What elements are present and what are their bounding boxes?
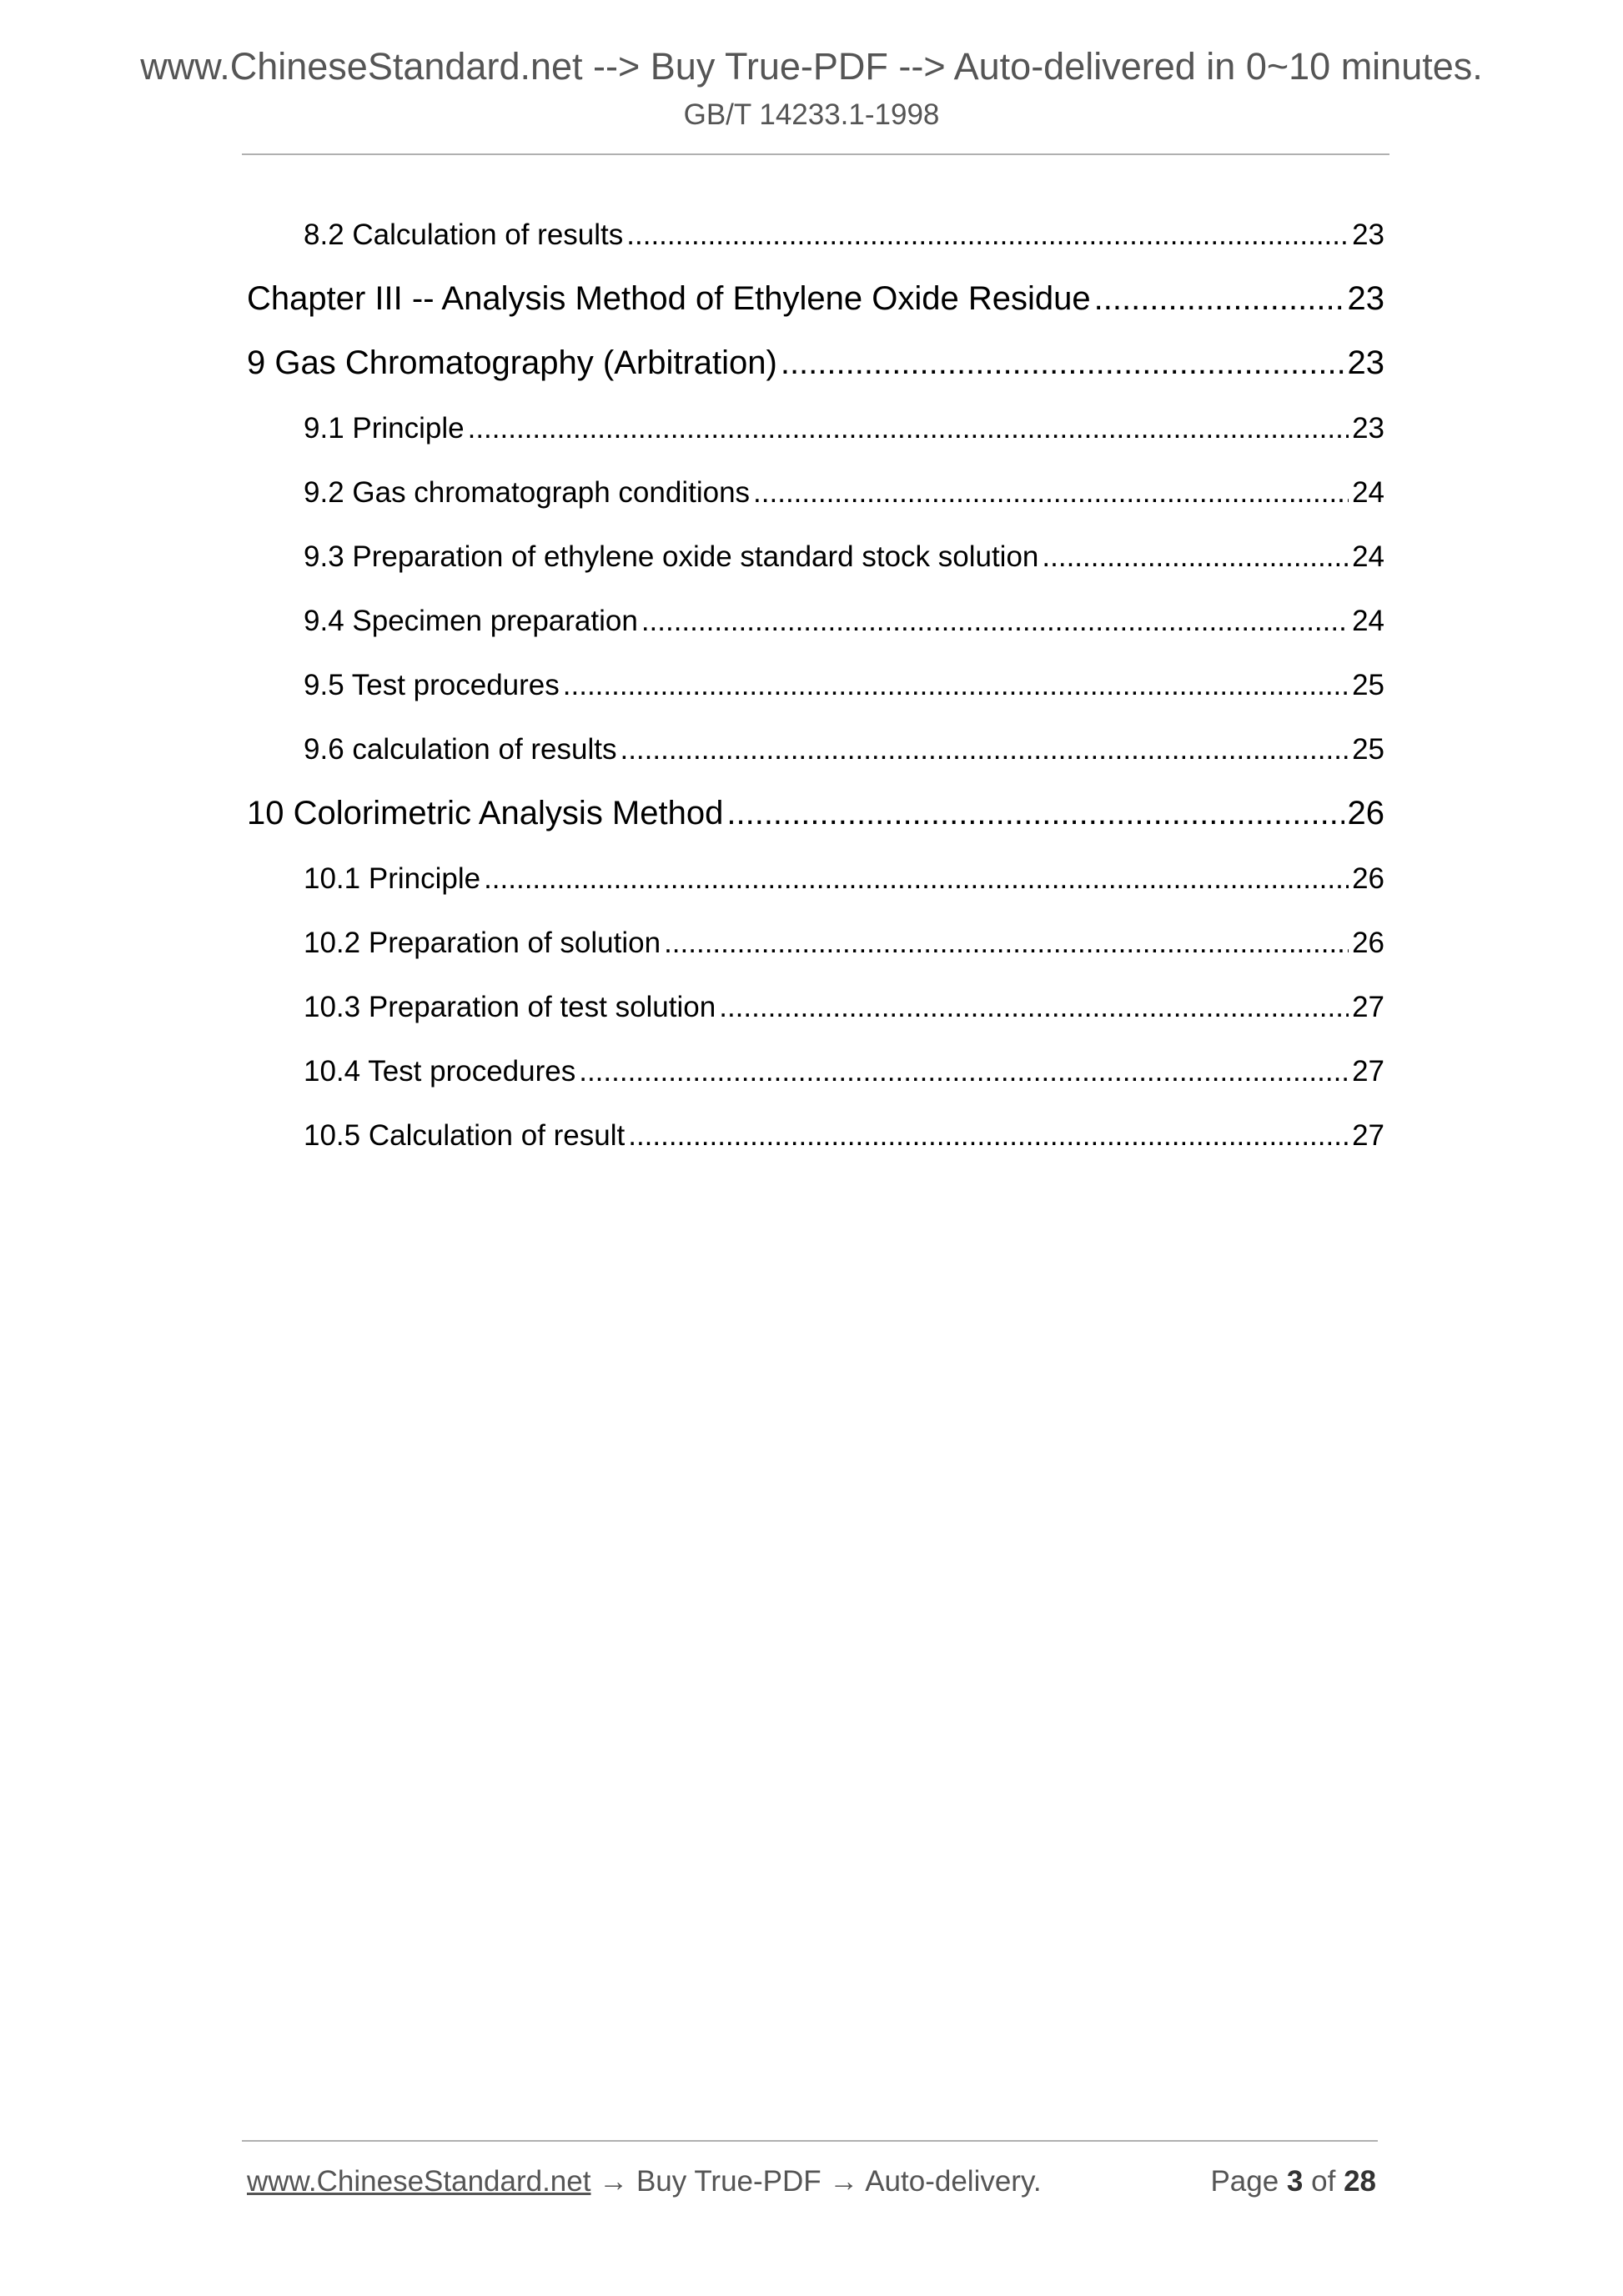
toc-entry[interactable] xyxy=(304,862,1384,896)
arrow-right-icon: → xyxy=(829,2165,859,2198)
page-total: 28 xyxy=(1344,2165,1376,2198)
footer-delivery-text: Auto-delivery. xyxy=(865,2165,1042,2198)
toc-entry[interactable] xyxy=(304,669,1384,702)
toc-entry[interactable] xyxy=(304,605,1384,638)
standard-number: GB/T 14233.1-1998 xyxy=(683,98,940,131)
toc-entry-page: 25 xyxy=(1352,733,1384,766)
header-banner: www.ChineseStandard.net --> Buy True-PDF --> Auto-delivered in 0~10 minutes. xyxy=(140,45,1483,88)
toc-entry[interactable] xyxy=(304,219,1384,252)
toc-entry-title: 9.2 Gas chromatograph conditions xyxy=(304,476,751,509)
page-current: 3 xyxy=(1286,2165,1304,2198)
toc-leader-dots xyxy=(468,412,1349,445)
toc-leader-dots xyxy=(620,733,1349,766)
toc-entry-title: 9.4 Specimen preparation xyxy=(304,605,638,637)
toc-leader-dots xyxy=(641,605,1349,638)
toc-entry-page: 26 xyxy=(1352,927,1384,959)
toc-entry-title: 9.6 calculation of results xyxy=(304,733,617,766)
toc-entry[interactable] xyxy=(304,1055,1384,1088)
toc-entry-page: 23 xyxy=(1347,280,1384,317)
toc-leader-dots xyxy=(1094,280,1344,318)
toc-entry-title: 10.2 Preparation of solution xyxy=(304,927,661,959)
page-label: Page xyxy=(1210,2165,1279,2198)
toc-entry-page: 26 xyxy=(1347,795,1384,831)
toc-entry[interactable] xyxy=(247,280,1384,318)
toc-entry-page: 24 xyxy=(1352,605,1384,637)
toc-entry-page: 27 xyxy=(1352,1119,1384,1152)
toc-entry-page: 24 xyxy=(1352,476,1384,509)
toc-leader-dots xyxy=(484,862,1349,896)
toc-entry[interactable] xyxy=(304,1119,1384,1153)
toc-leader-dots xyxy=(563,669,1349,702)
footer-note xyxy=(247,2163,1042,2200)
toc-leader-dots xyxy=(1042,540,1349,574)
toc-entry-page: 27 xyxy=(1352,1055,1384,1088)
page-of-label: of xyxy=(1311,2165,1336,2198)
toc-entry[interactable] xyxy=(304,476,1384,510)
toc-entry-title: 10.4 Test procedures xyxy=(304,1055,576,1088)
toc-entry-title: 8.2 Calculation of results xyxy=(304,219,624,251)
toc-entry-page: 27 xyxy=(1352,991,1384,1023)
toc-leader-dots xyxy=(753,476,1349,510)
toc-leader-dots xyxy=(664,927,1349,960)
toc-leader-dots xyxy=(626,219,1349,252)
toc-leader-dots xyxy=(781,344,1344,382)
toc-entry-title: 9.3 Preparation of ethylene oxide standard stock solution xyxy=(304,540,1039,573)
page-indicator xyxy=(1210,2163,1376,2200)
toc-entry[interactable] xyxy=(304,991,1384,1024)
toc-entry[interactable] xyxy=(304,733,1384,766)
toc-leader-dots xyxy=(719,991,1349,1024)
toc-entry-page: 26 xyxy=(1352,862,1384,895)
toc-entry[interactable] xyxy=(304,412,1384,445)
footer-buy-text: Buy True-PDF xyxy=(636,2165,822,2198)
footer-divider xyxy=(242,2140,1378,2142)
toc-entry-page: 24 xyxy=(1352,540,1384,573)
toc-entry-page: 23 xyxy=(1352,412,1384,445)
toc-entry-title: 9.5 Test procedures xyxy=(304,669,560,701)
toc-entry[interactable] xyxy=(304,927,1384,960)
toc-entry-page: 23 xyxy=(1347,344,1384,381)
toc-entry[interactable] xyxy=(247,795,1384,832)
toc-entry-title: 10 Colorimetric Analysis Method xyxy=(247,795,724,831)
header-divider xyxy=(242,153,1389,155)
toc-entry-title: 10.5 Calculation of result xyxy=(304,1119,626,1152)
toc-entry-page: 23 xyxy=(1352,219,1384,251)
toc-entry-page: 25 xyxy=(1352,669,1384,701)
toc-entry-title: 10.1 Principle xyxy=(304,862,481,895)
toc-entry[interactable] xyxy=(304,540,1384,574)
toc-leader-dots xyxy=(726,795,1344,832)
toc-entry-title: 10.3 Preparation of test solution xyxy=(304,991,716,1023)
arrow-right-icon: → xyxy=(599,2165,629,2198)
toc-leader-dots xyxy=(628,1119,1349,1153)
footer-site-link[interactable]: www.ChineseStandard.net xyxy=(247,2165,591,2198)
toc-entry-title: Chapter III -- Analysis Method of Ethylene Oxide Residue xyxy=(247,280,1091,317)
toc-entry-title: 9.1 Principle xyxy=(304,412,465,445)
toc-entry-title: 9 Gas Chromatography (Arbitration) xyxy=(247,344,777,381)
toc-entry[interactable] xyxy=(247,344,1384,382)
toc-leader-dots xyxy=(579,1055,1349,1088)
